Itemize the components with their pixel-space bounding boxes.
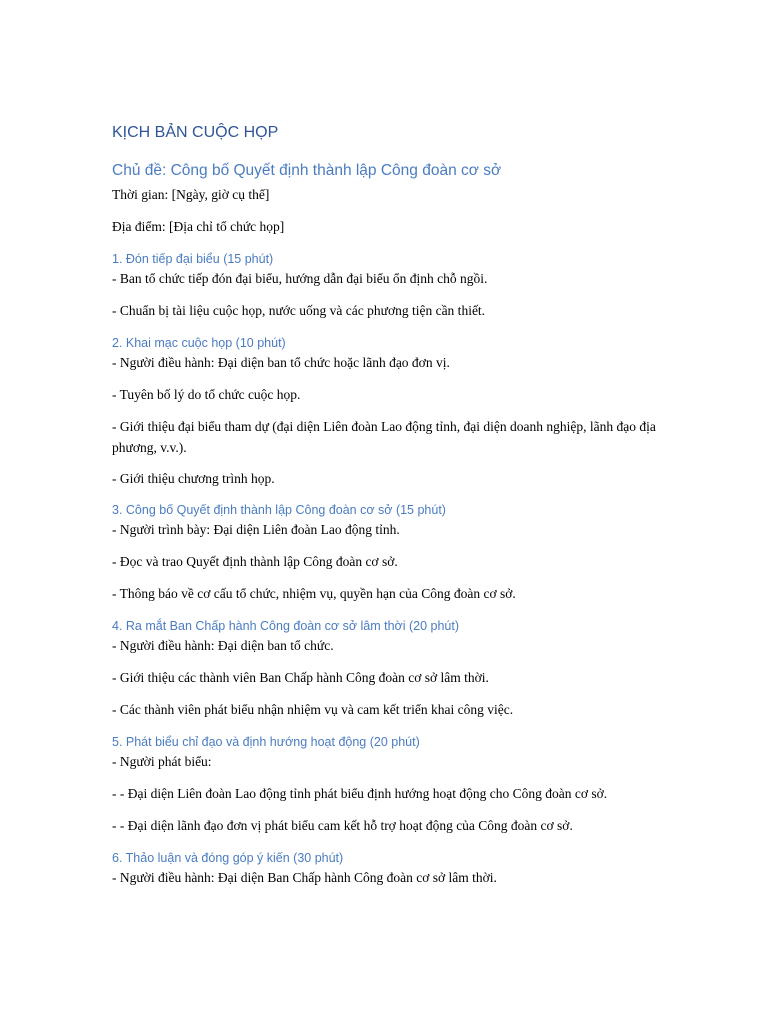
section-item: - Người điều hành: Đại diện ban tổ chức hoặc lãnh đạo đơn vị. [112, 355, 450, 370]
section-item: - Thông báo về cơ cấu tổ chức, nhiệm vụ, quyền hạn của Công đoàn cơ sở. [112, 586, 516, 601]
section-item: - Người trình bày: Đại diện Liên đoàn Lao động tỉnh. [112, 522, 400, 537]
section-item: - Người phát biểu: [112, 754, 212, 769]
section-heading: 2. Khai mạc cuộc họp (10 phút) [112, 336, 286, 350]
document-title: KỊCH BẢN CUỘC HỌP [112, 124, 279, 141]
meeting-time: Thời gian: [Ngày, giờ cụ thể] [112, 187, 270, 202]
section-heading: 6. Thảo luận và đóng góp ý kiến (30 phút) [112, 851, 344, 865]
section-heading: 3. Công bố Quyết định thành lập Công đoàn cơ sở (15 phút) [112, 503, 446, 517]
section-item: - Các thành viên phát biểu nhận nhiệm vụ và cam kết triển khai công việc. [112, 702, 514, 717]
document-subtitle: Chủ đề: Công bố Quyết định thành lập Công đoàn cơ sở [112, 162, 502, 179]
section-item: - Người điều hành: Đại diện ban tổ chức. [112, 638, 334, 653]
section-heading: 5. Phát biểu chỉ đạo và định hướng hoạt động (20 phút) [112, 735, 420, 749]
section-item: - Giới thiệu chương trình họp. [112, 471, 275, 486]
meeting-location: Địa điểm: [Địa chỉ tổ chức họp] [112, 219, 285, 234]
section-item: - - Đại diện Liên đoàn Lao động tỉnh phát biểu định hướng hoạt động cho Công đoàn cơ sở. [112, 786, 608, 801]
section-item: - Người điều hành: Đại diện Ban Chấp hành Công đoàn cơ sở lâm thời. [112, 870, 497, 885]
section-item: - Giới thiệu đại biểu tham dự (đại diện Liên đoàn Lao động tỉnh, đại diện doanh nghiệp, lãnh đạo địa phương, v.v.). [112, 419, 656, 455]
section-heading: 4. Ra mắt Ban Chấp hành Công đoàn cơ sở lâm thời (20 phút) [112, 619, 460, 633]
section-item: - Chuẩn bị tài liệu cuộc họp, nước uống và các phương tiện cần thiết. [112, 303, 486, 318]
section-heading: 1. Đón tiếp đại biểu (15 phút) [112, 252, 274, 266]
section-item: - Giới thiệu các thành viên Ban Chấp hành Công đoàn cơ sở lâm thời. [112, 670, 489, 685]
section-item: - Tuyên bố lý do tổ chức cuộc họp. [112, 387, 301, 402]
section-item: - Đọc và trao Quyết định thành lập Công đoàn cơ sở. [112, 554, 398, 569]
section-item: - Ban tổ chức tiếp đón đại biểu, hướng dẫn đại biểu ổn định chỗ ngồi. [112, 271, 488, 286]
section-item: - - Đại diện lãnh đạo đơn vị phát biểu cam kết hỗ trợ hoạt động của Công đoàn cơ sở. [112, 818, 573, 833]
